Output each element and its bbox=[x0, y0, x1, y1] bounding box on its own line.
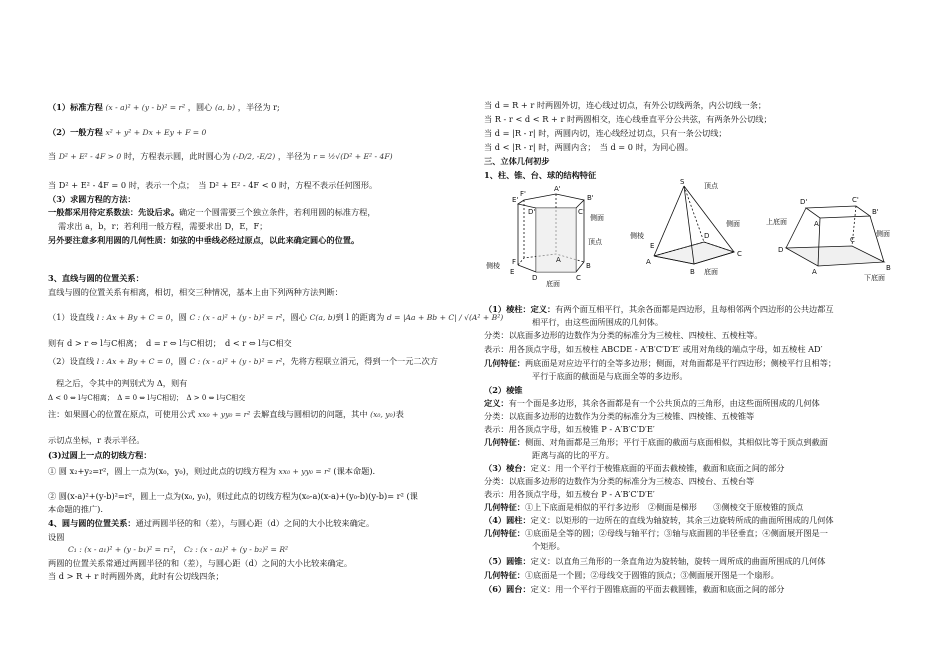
text-line: 当 D² + E² - 4F = 0 时，表示一个点； 当 D² + E² - 4F < 0 时，方程不表示任何图形。 bbox=[48, 180, 378, 190]
formula: (a, b) bbox=[214, 103, 236, 112]
line-circle-system bbox=[48, 355, 468, 368]
label-base: 底面 bbox=[546, 280, 560, 288]
label-f1: F' bbox=[520, 190, 526, 198]
label: 几何特征： bbox=[484, 528, 525, 538]
text: 时，方程表示圆，此时圆心为 bbox=[123, 151, 231, 161]
text-line: 需求出 a，b，r；若利用一般方程，需要求出 D，E，F； bbox=[58, 221, 268, 231]
text-line: 设圆 bbox=[48, 532, 65, 542]
text-line: 当 R - r < d < R + r 时两圆相交，连心线垂直平分公共弦，有两条外公切线； bbox=[484, 114, 772, 124]
formula: d = |Aa + Bb + C| / √(A² + B²) bbox=[386, 313, 504, 322]
text: 当 bbox=[48, 151, 57, 161]
heading: （1）标准方程 bbox=[48, 102, 103, 112]
label-c: C bbox=[576, 274, 581, 282]
formula: x² + y² + Dx + Ey + F = 0 bbox=[105, 128, 207, 137]
label-e1: E' bbox=[512, 196, 519, 204]
label-b1: B' bbox=[587, 194, 594, 202]
text: ①上下底面是相似的平行多边形 ②侧面是梯形 ③侧棱交于原棱锥的顶点 bbox=[524, 502, 804, 512]
text-line: 距离与高的比的平方。 bbox=[532, 450, 614, 460]
label-c: C bbox=[737, 250, 742, 258]
text: 定义：用一个平行于圆锥底面的平面去截圆锥，截面和底面之间的部分 bbox=[530, 584, 785, 594]
heading: （3）求圆方程的方法： bbox=[48, 194, 136, 204]
frustum-definition bbox=[484, 462, 904, 474]
text: 定义：以直角三角形的一条直角边为旋转轴，旋转一周所成的曲面所围成的几何体 bbox=[530, 556, 826, 566]
label-vertex: 顶点 bbox=[704, 182, 718, 190]
text-line: 本命题的推广). bbox=[48, 504, 103, 514]
text: ，圆心 bbox=[187, 102, 213, 112]
label-upper-base: 上底面 bbox=[766, 218, 787, 226]
formula: C₂ : (x - a₂)² + (y - b₂)² = R² bbox=[183, 545, 289, 554]
formula: l : Ax + By + C = 0 bbox=[96, 313, 171, 322]
text-line: 表示：用各顶点字母，如五棱锥 P - A′B′C′D′E′ bbox=[484, 424, 655, 434]
text-line: 直线与圆的位置关系有相离，相切，相交三种情况，基本上由下列两种方法判断： bbox=[48, 287, 343, 297]
label-c1: C' bbox=[578, 208, 585, 216]
text: 定义：以矩形的一边所在的直线为轴旋转，其余三边旋转所成的曲面所围成的几何体 bbox=[530, 515, 834, 525]
label-s: S bbox=[680, 178, 685, 186]
text: ，半径为 bbox=[277, 151, 311, 161]
label: 定义： bbox=[530, 304, 556, 314]
text: 两底面是对应边平行的全等多边形；侧面，对角面都是平行四边形；侧棱平行且相等； bbox=[524, 358, 837, 368]
text-line: 示切点坐标，r 表示半径。 bbox=[48, 435, 145, 445]
text: 有一个面是多边形，其余各面都是有一个公共顶点的三角形，由这些面所围成的几何体 bbox=[508, 398, 820, 408]
label: 定义： bbox=[484, 398, 509, 408]
formula: (x₀, y₀) bbox=[370, 410, 396, 419]
formula: r = ½√(D² + E² - 4F) bbox=[313, 152, 393, 161]
heading: （6）圆台： bbox=[484, 584, 531, 594]
text: （1）设直线 bbox=[48, 312, 95, 322]
text-line: 表示：用各顶点字母，如五棱柱 ABCDE - A′B′C′D′E′ 或用对角线的端点字母，如五棱柱 AD′ bbox=[484, 344, 823, 354]
text-line: 个矩形。 bbox=[532, 541, 565, 551]
text-line: 程之后，令其中的判别式为 Δ，则有 bbox=[56, 378, 188, 388]
text: 去解直线与圆相切的问题，其中 bbox=[252, 409, 368, 419]
label-lateral-edge: 侧棱 bbox=[630, 232, 644, 240]
label: 几何特征： bbox=[484, 570, 525, 580]
formula: l : Ax + By + C = 0 bbox=[96, 357, 171, 366]
frustum-figure bbox=[766, 186, 906, 286]
text-line: 当 d = |R - r| 时，两圆内切，连心线经过切点，只有一条公切线； bbox=[484, 128, 727, 138]
heading: （2）一般方程 bbox=[48, 127, 103, 137]
section-heading: 1、柱、锥、台、球的结构特征 bbox=[484, 170, 597, 180]
label-e: E bbox=[510, 268, 515, 276]
text-line: 平行于底面的截面是与底面全等的多边形。 bbox=[532, 371, 688, 381]
text-line: 当 d < |R - r| 时，两圆内含； 当 d = 0 时，为同心圆。 bbox=[484, 142, 693, 152]
text: 有两个面互相平行，其余各面都是四边形，且每相邻两个四边形的公共边都互 bbox=[555, 304, 834, 314]
label-a1: A' bbox=[814, 220, 821, 228]
label: 几何特征： bbox=[484, 502, 525, 512]
label-side-face: 侧面 bbox=[590, 214, 604, 222]
prism-features bbox=[484, 357, 904, 369]
text-line: 两圆的位置关系常通过两圆半径的和（差），与圆心距（d）之间的大小比较来确定。 bbox=[48, 558, 353, 568]
frustum-cone-definition bbox=[484, 583, 904, 595]
note-line bbox=[48, 408, 468, 421]
label-b: B bbox=[586, 262, 591, 270]
label-b1: B' bbox=[872, 208, 879, 216]
text: 侧面、对角面都是三角形；平行于底面的截面与底面相似，其相似比等于顶点到截面 bbox=[524, 437, 828, 447]
pyramid-figure bbox=[624, 176, 764, 286]
text: ① 圆 x₂+y₂=r²，圆上一点为(x₀，y₀)，则过此点的切线方程为 bbox=[48, 466, 276, 476]
label-lower-base: 下底面 bbox=[864, 274, 885, 282]
tangent-line-1 bbox=[48, 465, 468, 478]
formula: C₁ : (x - a₁)² + (y - b₁)² = r₁² bbox=[68, 545, 174, 554]
heading: （3）棱台： bbox=[484, 463, 531, 473]
label-d: D bbox=[704, 232, 710, 240]
text-line: 分类：以底面多边形的边数作为分类的标准分为三棱态、四棱台、五棱台等 bbox=[484, 476, 755, 486]
label-d: D bbox=[532, 274, 538, 282]
label-d1: D' bbox=[528, 208, 536, 216]
text-line: ② 圆(x-a)²+(y-b)²=r²，圆上一点为(x₀, y₀)，则过此点的切线方程为(x₀-a)(x-a)+(y₀-b)(y-b)= r² (课 bbox=[48, 491, 418, 501]
pyramid-features bbox=[484, 436, 904, 448]
condition-line bbox=[48, 150, 468, 163]
formula: (-D/2, -E/2) bbox=[232, 152, 276, 161]
text-line bbox=[48, 206, 468, 218]
label: 几何特征： bbox=[484, 437, 525, 447]
emphasis-line: 另外要注意多利用圆的几何性质：如弦的中垂线必经过原点，以此来确定圆心的位置。 bbox=[48, 235, 360, 245]
heading: （5）圆锥： bbox=[484, 556, 531, 566]
text: ，半径为 r; bbox=[237, 102, 280, 112]
standard-equation-line bbox=[48, 101, 468, 114]
label-c: C bbox=[850, 236, 855, 244]
cone-definition bbox=[484, 555, 904, 567]
prism-definition bbox=[484, 303, 904, 315]
text: 表 bbox=[395, 409, 404, 419]
heading: （1）棱柱： bbox=[484, 304, 531, 314]
text-line: 分类：以底面多边形的边数作为分类的标准分为三棱柱、四棱柱、五棱柱等。 bbox=[484, 330, 763, 340]
text: 通过两圆半径的和（差），与圆心距（d）之间的大小比较来确定。 bbox=[135, 518, 375, 528]
formula: xx₀ + yy₀ = r² bbox=[198, 410, 251, 419]
text: ，圆 bbox=[170, 312, 187, 322]
text: 定义：用一个平行于棱锥底面的平面去截棱锥，截面和底面之间的部分 bbox=[530, 463, 785, 473]
text-line: 分类：以底面多边形的边数作为分类的标准分为三棱锥、四棱锥、五棱锥等 bbox=[484, 411, 755, 421]
line-circle-distance bbox=[48, 311, 504, 324]
prism-figure bbox=[484, 180, 624, 290]
label-d: D bbox=[778, 246, 784, 254]
text: ，圆心 bbox=[282, 312, 307, 322]
label: 几何特征： bbox=[484, 358, 525, 368]
heading: （4）圆柱： bbox=[484, 515, 531, 525]
text-line: 相平行，由这些面所围成的几何体。 bbox=[532, 317, 664, 327]
label-e: E bbox=[650, 242, 655, 250]
formula: D² + E² - 4F > 0 bbox=[58, 152, 122, 161]
label-base: 底面 bbox=[704, 268, 718, 276]
cone-features bbox=[484, 569, 904, 581]
text: （2）设直线 bbox=[48, 356, 95, 366]
text: 到 l 的距离为 bbox=[335, 312, 385, 322]
label-side-face: 侧面 bbox=[726, 220, 740, 228]
text-line: 当 d = R + r 时两圆外切，连心线过切点，有外公切线两条，内公切线一条； bbox=[484, 100, 767, 110]
label-b: B bbox=[690, 268, 695, 276]
text: (课本命题). bbox=[333, 466, 376, 476]
frustum-features bbox=[484, 501, 904, 513]
formula: xx₀ + yy₀ = r² bbox=[278, 467, 331, 476]
text: 注：如果圆心的位置在原点，可使用公式 bbox=[48, 409, 196, 419]
formula: C(a, b) bbox=[309, 313, 336, 322]
label-a: A bbox=[556, 256, 561, 264]
text: ， bbox=[173, 544, 182, 554]
label-d1: D' bbox=[800, 198, 808, 206]
right-column bbox=[484, 0, 904, 658]
label-f: F bbox=[512, 258, 517, 266]
cylinder-features bbox=[484, 527, 904, 539]
label-c1: C' bbox=[852, 196, 859, 204]
section-heading: 三、立体几何初步 bbox=[484, 156, 550, 166]
text: ，先将方程联立消元，得到一个一元二次方 bbox=[282, 356, 438, 366]
label-a: A bbox=[812, 268, 817, 276]
label-a: A bbox=[646, 258, 651, 266]
pyramid-definition bbox=[484, 397, 904, 409]
text-line: 当 d > R + r 时两圆外离，此时有公切线四条； bbox=[48, 571, 224, 581]
heading: （2）棱锥 bbox=[484, 385, 523, 395]
text-line: 则有 d > r ⇔ l与C相离； d = r ⇔ l与C相切； d < r ⇔ l与C相交 bbox=[48, 338, 292, 348]
emphasis: 一般都采用待定系数法：先设后求。 bbox=[48, 207, 180, 217]
text: ①底面是全等的圆；②母线与轴平行；③轴与底面圆的半径垂直；④侧面展开图是一 bbox=[524, 528, 828, 538]
formula: C : (x - a)² + (y - b)² = r² bbox=[189, 313, 283, 322]
formula: C : (x - a)² + (y - b)² = r² bbox=[189, 357, 283, 366]
general-equation-line bbox=[48, 126, 468, 139]
label-a1: A' bbox=[554, 185, 561, 193]
text-line: 表示：用各顶点字母，如五棱台 P - A′B′C′D′E′ bbox=[484, 489, 655, 499]
label-lateral-edge: 侧棱 bbox=[486, 262, 500, 270]
cylinder-definition bbox=[484, 514, 904, 526]
label-b: B bbox=[886, 264, 891, 272]
text-line: Δ < 0 ⇔ l与C相离； Δ = 0 ⇔ l与C相切； Δ > 0 ⇔ l与C相交 bbox=[48, 394, 246, 402]
formula: (x - a)² + (y - b)² = r² bbox=[105, 103, 186, 112]
section-heading: 3、直线与圆的位置关系： bbox=[48, 273, 144, 283]
label-vertex: 顶点 bbox=[588, 238, 602, 246]
two-circles-formula bbox=[48, 543, 468, 556]
text: ①底面是一个圆；②母线交于圆锥的顶点；③侧面展开图是一个扇形。 bbox=[524, 570, 779, 580]
text: ，圆 bbox=[170, 356, 187, 366]
circle-circle-heading bbox=[48, 517, 468, 529]
section-heading: 4、圆与圆的位置关系： bbox=[48, 518, 136, 528]
label-side-face: 侧面 bbox=[876, 230, 890, 238]
text: 确定一个圆需要三个独立条件，若利用圆的标准方程， bbox=[179, 207, 376, 217]
heading: (3)过圆上一点的切线方程： bbox=[48, 450, 152, 460]
